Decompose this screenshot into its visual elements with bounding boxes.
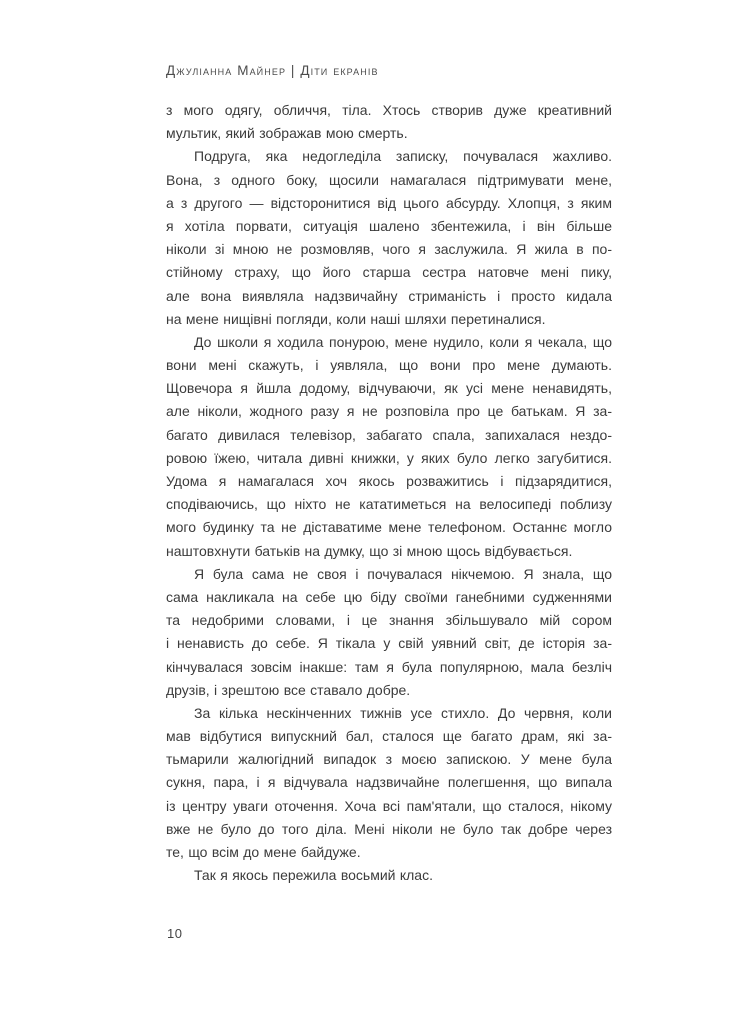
text-line: те, що всім до мене байдуже. bbox=[166, 844, 361, 860]
text-line: Подруга, яка недогледіла записку, почувалася жахливо. bbox=[194, 148, 612, 165]
text-line: але вона виявляла надзвичайну стриманість і просто кидала bbox=[166, 287, 612, 304]
text-line: Удома я намагалася хоч якось розважитись і підзарядитися, bbox=[166, 473, 612, 489]
text-line: ровою їжею, читала дивні книжки, у яких було легко загубитися. bbox=[166, 449, 612, 466]
body-text bbox=[166, 99, 612, 887]
text-line: сама накликала на себе цю біду своїми ганебними судженнями bbox=[166, 588, 612, 605]
text-line: Вона, з одного боку, щосили намагалася підтримувати мене, bbox=[166, 171, 612, 188]
text-line: ніколи зі мною не розмовляв, чого я заслужила. Я жила в по- bbox=[166, 241, 612, 258]
text-line: друзів, і зрештою все ставало добре. bbox=[166, 681, 411, 698]
page-number: 10 bbox=[167, 926, 183, 941]
text-line: мультик, який зображав мою смерть. bbox=[166, 125, 408, 142]
text-line: вже не було до того діла. Мені ніколи не було так добре через bbox=[166, 820, 612, 837]
text-line: До школи я ходила понурою, мене нудило, коли я чекала, що bbox=[194, 333, 612, 350]
text-line: сподіваючись, що ніхто не кататиметься на велосипеді поблизу bbox=[166, 496, 612, 513]
text-line: За кілька нескінченних тижнів усе стихло. До червня, коли bbox=[194, 704, 612, 721]
text-line: та недобрими словами, і це знання збільшувало мій сором bbox=[166, 612, 612, 629]
text-line: із центру уваги оточення. Хоча всі пам'ятали, що сталося, нікому bbox=[166, 797, 612, 814]
text-line: я хотіла порвати, ситуація шалено збентежила, і він більше bbox=[166, 217, 612, 234]
text-line: з мого одягу, обличчя, тіла. Хтось створив дуже креативний bbox=[166, 102, 612, 118]
text-line: наштовхнути батьків на думку, що зі мною щось відбувається. bbox=[166, 542, 573, 559]
text-line: мав відбутися випускний бал, сталося ще багато драм, які за- bbox=[166, 728, 612, 745]
text-line: Щовечора я йшла додому, відчуваючи, як усі мене ненавидять, bbox=[166, 380, 612, 397]
running-header: Джуліанна Майнер | Діти екранів bbox=[166, 63, 379, 78]
text-line: на мене нищівні погляди, коли наші шляхи перетиналися. bbox=[166, 310, 546, 327]
text-line: Так я якось пережила восьмий клас. bbox=[194, 867, 433, 884]
text-line: і ненависть до себе. Я тікала у свій уявний світ, де історія за- bbox=[166, 635, 612, 652]
text-line: а з другого — відсторонитися від цього абсурду. Хлопця, з яким bbox=[166, 194, 612, 211]
text-line: мого будинку та не діставатиме мене телефоном. Останнє могло bbox=[166, 519, 612, 536]
text-line: кінчувалася зовсім інакше: там я була популярною, мала безліч bbox=[166, 658, 612, 675]
text-line: Я була сама не своя і почувалася нікчемою. Я знала, що bbox=[194, 565, 612, 582]
text-line: тьмарили жалюгідний випадок з моєю запискою. У мене була bbox=[166, 751, 612, 768]
text-line: багато дивилася телевізор, забагато спала, запихалася нездо- bbox=[166, 426, 612, 443]
text-line: вони мені скажуть, і уявляла, що вони про мене думають. bbox=[166, 357, 612, 374]
text-line: але ніколи, жодного разу я не розповіла про це батькам. Я за- bbox=[166, 403, 612, 420]
text-line: сукня, пара, і я відчувала надзвичайне полегшення, що випала bbox=[166, 774, 612, 791]
text-line: стійному страху, що його старша сестра натовче мені пику, bbox=[166, 264, 612, 281]
